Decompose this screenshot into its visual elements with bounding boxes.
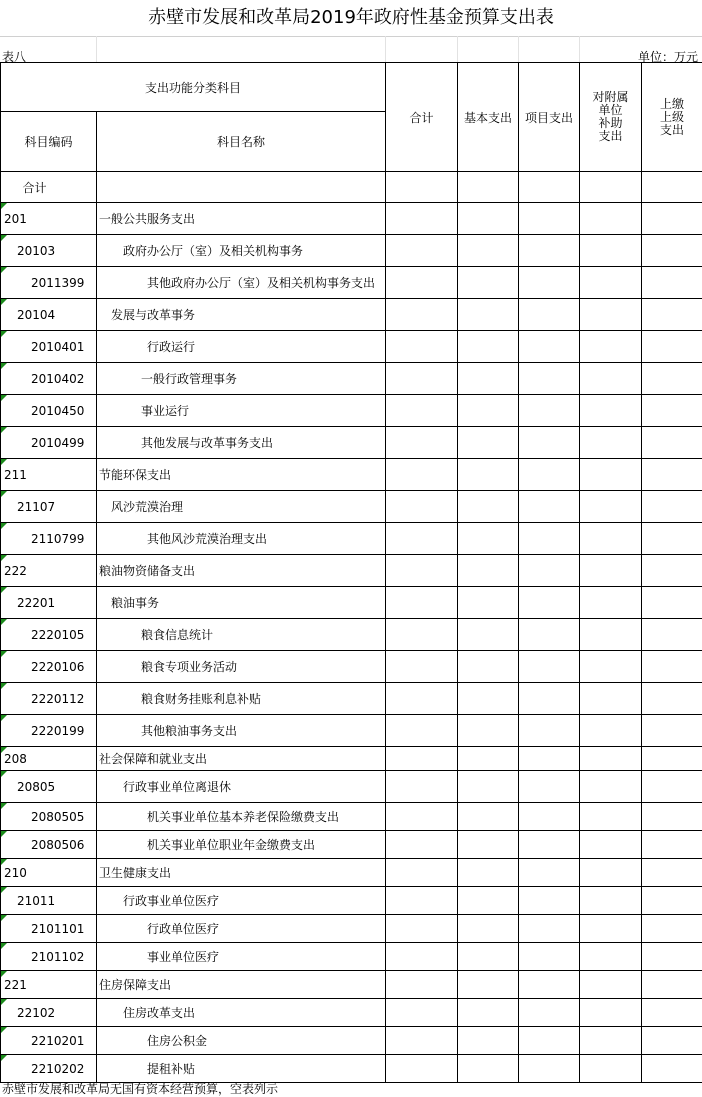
row-code: 22102	[1, 999, 97, 1027]
grid-line	[518, 36, 519, 62]
table-row	[1, 887, 702, 915]
cell-marker-icon	[1, 555, 7, 561]
cell	[642, 203, 702, 235]
cell	[580, 715, 642, 747]
cell	[519, 395, 580, 427]
cell	[519, 747, 580, 771]
cell	[580, 1027, 642, 1055]
cell	[458, 1027, 519, 1055]
cell-marker-icon	[1, 203, 7, 209]
table-row	[1, 235, 702, 267]
row-name: 卫生健康支出	[97, 859, 386, 887]
cell	[642, 555, 702, 587]
cell	[386, 235, 458, 267]
row-code: 20104	[1, 299, 97, 331]
row-name: 一般公共服务支出	[97, 203, 386, 235]
header-subsidy-line: 支出	[580, 130, 641, 143]
cell	[580, 427, 642, 459]
cell-marker-icon	[1, 887, 7, 893]
cell	[458, 267, 519, 299]
cell	[580, 887, 642, 915]
cell	[580, 803, 642, 831]
cell	[580, 172, 642, 203]
row-name: 一般行政管理事务	[97, 363, 386, 395]
cell	[458, 999, 519, 1027]
cell	[519, 459, 580, 491]
cell-marker-icon	[1, 427, 7, 433]
row-code: 211	[1, 459, 97, 491]
cell-marker-icon	[1, 683, 7, 689]
cell	[642, 331, 702, 363]
header-remit-line: 上缴	[642, 98, 702, 111]
row-code: 2010499	[1, 427, 97, 459]
row-code: 2101102	[1, 943, 97, 971]
header-subsidy-line: 补助	[580, 117, 641, 130]
cell	[386, 395, 458, 427]
cell	[386, 771, 458, 803]
cell	[458, 747, 519, 771]
grid-line	[579, 36, 580, 62]
cell	[386, 299, 458, 331]
cell	[519, 555, 580, 587]
row-name: 粮油物资储备支出	[97, 555, 386, 587]
cell-marker-icon	[1, 491, 7, 497]
cell	[386, 971, 458, 999]
header-total: 合计	[386, 63, 458, 172]
cell	[519, 331, 580, 363]
cell	[97, 172, 386, 203]
cell	[519, 771, 580, 803]
cell-marker-icon	[1, 747, 7, 753]
cell	[580, 299, 642, 331]
cell	[458, 619, 519, 651]
cell	[580, 363, 642, 395]
cell	[580, 619, 642, 651]
row-name: 发展与改革事务	[97, 299, 386, 331]
cell-marker-icon	[1, 971, 7, 977]
row-code: 21107	[1, 491, 97, 523]
cell	[642, 887, 702, 915]
cell	[580, 459, 642, 491]
cell	[580, 523, 642, 555]
cell	[519, 267, 580, 299]
cell	[642, 831, 702, 859]
header-remit-line: 支出	[642, 124, 702, 137]
header-remit-line: 上级	[642, 111, 702, 124]
cell	[580, 943, 642, 971]
table-row	[1, 523, 702, 555]
row-code: 22201	[1, 587, 97, 619]
cell	[519, 683, 580, 715]
cell	[386, 1055, 458, 1083]
cell	[519, 523, 580, 555]
cell	[580, 971, 642, 999]
row-code: 20805	[1, 771, 97, 803]
cell	[642, 803, 702, 831]
cell	[386, 523, 458, 555]
cell	[642, 491, 702, 523]
row-name: 住房保障支出	[97, 971, 386, 999]
row-name: 其他发展与改革事务支出	[97, 427, 386, 459]
cell	[519, 803, 580, 831]
cell-marker-icon	[1, 363, 7, 369]
row-code: 2010401	[1, 331, 97, 363]
grid-line	[96, 36, 97, 62]
row-code: 221	[1, 971, 97, 999]
row-code: 2110799	[1, 523, 97, 555]
row-name: 行政事业单位离退休	[97, 771, 386, 803]
table-row	[1, 587, 702, 619]
row-code: 2011399	[1, 267, 97, 299]
cell	[386, 715, 458, 747]
table-row	[1, 999, 702, 1027]
table-number: 表八	[2, 48, 26, 65]
cell	[386, 363, 458, 395]
cell	[386, 683, 458, 715]
cell	[580, 999, 642, 1027]
cell	[458, 427, 519, 459]
cell	[386, 459, 458, 491]
cell	[519, 299, 580, 331]
cell	[386, 887, 458, 915]
cell	[458, 943, 519, 971]
table-row	[1, 203, 702, 235]
row-code: 2210201	[1, 1027, 97, 1055]
cell	[386, 651, 458, 683]
cell	[386, 491, 458, 523]
cell	[386, 915, 458, 943]
cell-marker-icon	[1, 999, 7, 1005]
cell	[642, 267, 702, 299]
row-name: 行政单位医疗	[97, 915, 386, 943]
row-name: 粮食信息统计	[97, 619, 386, 651]
table-row	[1, 943, 702, 971]
cell	[642, 172, 702, 203]
table-row	[1, 299, 702, 331]
row-name: 其他风沙荒漠治理支出	[97, 523, 386, 555]
cell	[386, 587, 458, 619]
grid-line	[385, 36, 386, 62]
table-row	[1, 747, 702, 771]
row-name: 住房改革支出	[97, 999, 386, 1027]
cell	[580, 771, 642, 803]
cell	[458, 299, 519, 331]
row-code: 2010402	[1, 363, 97, 395]
cell	[642, 363, 702, 395]
grid-line	[457, 36, 458, 62]
cell	[580, 747, 642, 771]
header-remit	[642, 63, 702, 172]
row-code: 21011	[1, 887, 97, 915]
row-name: 粮食财务挂账利息补贴	[97, 683, 386, 715]
table-row	[1, 267, 702, 299]
cell	[386, 831, 458, 859]
cell	[519, 859, 580, 887]
cell	[642, 651, 702, 683]
table-title: 赤壁市发展和改革局2019年政府性基金预算支出表	[0, 0, 702, 37]
table-row	[1, 651, 702, 683]
cell	[386, 1027, 458, 1055]
header-category-group: 支出功能分类科目	[1, 63, 386, 112]
cell	[580, 267, 642, 299]
cell	[519, 363, 580, 395]
cell	[519, 619, 580, 651]
cell	[642, 747, 702, 771]
cell	[458, 651, 519, 683]
cell	[458, 831, 519, 859]
row-code: 2210202	[1, 1055, 97, 1083]
row-name: 粮食专项业务活动	[97, 651, 386, 683]
cell-marker-icon	[1, 1027, 7, 1033]
cell	[386, 747, 458, 771]
row-name: 行政事业单位医疗	[97, 887, 386, 915]
cell	[519, 427, 580, 459]
cell	[386, 943, 458, 971]
cell	[458, 523, 519, 555]
meta-row	[0, 36, 702, 62]
table-row	[1, 831, 702, 859]
header-subsidy-line: 单位	[580, 104, 641, 117]
cell	[642, 971, 702, 999]
cell	[519, 887, 580, 915]
row-name: 其他粮油事务支出	[97, 715, 386, 747]
cell	[458, 395, 519, 427]
cell	[386, 619, 458, 651]
cell	[580, 235, 642, 267]
row-name: 粮油事务	[97, 587, 386, 619]
row-name: 政府办公厅（室）及相关机构事务	[97, 235, 386, 267]
cell	[386, 172, 458, 203]
cell-marker-icon	[1, 459, 7, 465]
cell-marker-icon	[1, 831, 7, 837]
cell-marker-icon	[1, 587, 7, 593]
cell	[580, 555, 642, 587]
row-name: 社会保障和就业支出	[97, 747, 386, 771]
row-name: 机关事业单位基本养老保险缴费支出	[97, 803, 386, 831]
cell	[519, 651, 580, 683]
cell	[386, 999, 458, 1027]
cell	[458, 235, 519, 267]
table-row	[1, 1027, 702, 1055]
header-basic: 基本支出	[458, 63, 519, 172]
cell	[642, 427, 702, 459]
cell	[519, 172, 580, 203]
table-row	[1, 715, 702, 747]
cell	[458, 555, 519, 587]
footnote: 赤壁市发展和改革局无国有资本经营预算，空表列示	[2, 1080, 278, 1097]
cell	[580, 859, 642, 887]
header-row	[1, 63, 702, 112]
header-subsidy	[580, 63, 642, 172]
cell	[386, 555, 458, 587]
cell-marker-icon	[1, 803, 7, 809]
cell	[458, 1055, 519, 1083]
cell	[580, 395, 642, 427]
cell	[642, 1055, 702, 1083]
cell	[519, 235, 580, 267]
row-code: 2101101	[1, 915, 97, 943]
table-row	[1, 619, 702, 651]
row-name: 风沙荒漠治理	[97, 491, 386, 523]
cell-marker-icon	[1, 859, 7, 865]
cell	[519, 491, 580, 523]
cell	[519, 1027, 580, 1055]
row-code: 2220112	[1, 683, 97, 715]
table-row	[1, 803, 702, 831]
row-name: 行政运行	[97, 331, 386, 363]
cell	[458, 715, 519, 747]
cell-marker-icon	[1, 523, 7, 529]
table-row	[1, 331, 702, 363]
unit-label: 单位：万元	[638, 48, 698, 65]
cell	[519, 587, 580, 619]
cell-marker-icon	[1, 651, 7, 657]
cell	[642, 715, 702, 747]
cell	[519, 203, 580, 235]
cell	[519, 915, 580, 943]
cell-marker-icon	[1, 267, 7, 273]
cell	[519, 831, 580, 859]
row-name: 事业运行	[97, 395, 386, 427]
table-row	[1, 555, 702, 587]
cell	[386, 859, 458, 887]
cell-marker-icon	[1, 395, 7, 401]
cell	[642, 235, 702, 267]
cell	[458, 915, 519, 943]
table-row	[1, 971, 702, 999]
row-code: 2010450	[1, 395, 97, 427]
cell-marker-icon	[1, 915, 7, 921]
table-row	[1, 683, 702, 715]
table-row	[1, 859, 702, 887]
cell	[580, 331, 642, 363]
row-name: 事业单位医疗	[97, 943, 386, 971]
total-label: 合计	[1, 172, 97, 203]
table-row	[1, 915, 702, 943]
total-row	[1, 172, 702, 203]
cell-marker-icon	[1, 235, 7, 241]
row-code: 2080506	[1, 831, 97, 859]
cell	[386, 267, 458, 299]
table-row	[1, 427, 702, 459]
cell	[519, 999, 580, 1027]
cell	[642, 999, 702, 1027]
cell	[386, 427, 458, 459]
cell	[458, 683, 519, 715]
row-code: 2220105	[1, 619, 97, 651]
cell-marker-icon	[1, 943, 7, 949]
row-code: 210	[1, 859, 97, 887]
cell	[458, 803, 519, 831]
cell	[458, 203, 519, 235]
cell	[642, 523, 702, 555]
cell-marker-icon	[1, 1055, 7, 1061]
cell-marker-icon	[1, 619, 7, 625]
header-subsidy-line: 对附属	[580, 91, 641, 104]
cell	[458, 587, 519, 619]
cell-marker-icon	[1, 299, 7, 305]
cell	[519, 943, 580, 971]
row-code: 222	[1, 555, 97, 587]
table-row	[1, 1055, 702, 1083]
table-row	[1, 395, 702, 427]
cell	[458, 331, 519, 363]
row-name: 提租补贴	[97, 1055, 386, 1083]
cell	[580, 683, 642, 715]
cell	[642, 395, 702, 427]
row-code: 2080505	[1, 803, 97, 831]
cell	[458, 971, 519, 999]
cell	[580, 491, 642, 523]
cell	[642, 915, 702, 943]
cell	[642, 943, 702, 971]
row-name: 住房公积金	[97, 1027, 386, 1055]
cell	[580, 1055, 642, 1083]
cell	[642, 299, 702, 331]
table-body	[1, 63, 702, 1083]
cell	[642, 619, 702, 651]
cell	[458, 771, 519, 803]
header-name: 科目名称	[97, 112, 386, 172]
row-code: 208	[1, 747, 97, 771]
cell	[458, 887, 519, 915]
cell	[580, 587, 642, 619]
cell	[458, 459, 519, 491]
cell	[642, 683, 702, 715]
table-row	[1, 363, 702, 395]
cell	[580, 203, 642, 235]
cell	[458, 363, 519, 395]
cell	[458, 859, 519, 887]
cell	[386, 803, 458, 831]
cell	[580, 915, 642, 943]
row-name: 其他政府办公厅（室）及相关机构事务支出	[97, 267, 386, 299]
cell	[642, 859, 702, 887]
row-code: 2220106	[1, 651, 97, 683]
cell	[386, 331, 458, 363]
row-code: 201	[1, 203, 97, 235]
cell	[642, 587, 702, 619]
cell	[519, 1055, 580, 1083]
cell-marker-icon	[1, 771, 7, 777]
cell-marker-icon	[1, 331, 7, 337]
cell	[580, 831, 642, 859]
cell	[519, 971, 580, 999]
cell	[642, 459, 702, 491]
table-row	[1, 771, 702, 803]
row-name: 机关事业单位职业年金缴费支出	[97, 831, 386, 859]
row-code: 20103	[1, 235, 97, 267]
table-row	[1, 491, 702, 523]
cell-marker-icon	[1, 715, 7, 721]
cell	[386, 203, 458, 235]
row-name: 节能环保支出	[97, 459, 386, 491]
table-row	[1, 459, 702, 491]
cell	[458, 172, 519, 203]
budget-table	[0, 62, 702, 1083]
cell	[458, 491, 519, 523]
cell	[642, 1027, 702, 1055]
header-code: 科目编码	[1, 112, 97, 172]
header-project: 项目支出	[519, 63, 580, 172]
row-code: 2220199	[1, 715, 97, 747]
cell	[580, 651, 642, 683]
cell	[519, 715, 580, 747]
cell	[642, 771, 702, 803]
